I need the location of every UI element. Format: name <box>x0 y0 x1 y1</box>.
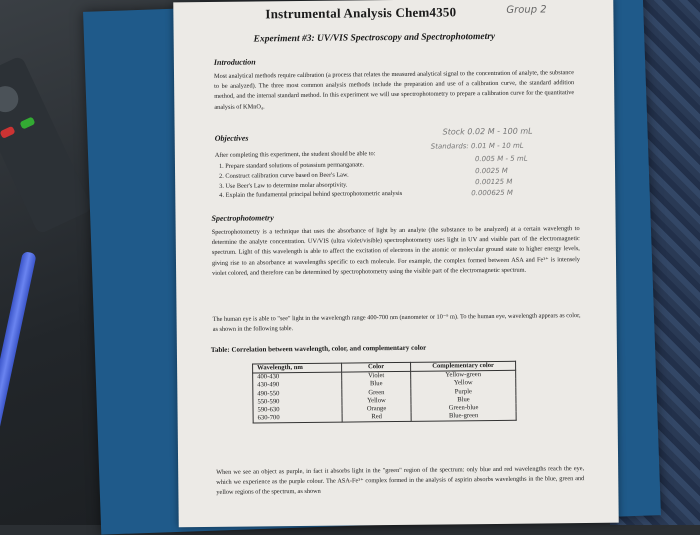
introduction-text: Most analytical methods require calibration (a process that relates the measured analytical signal to the concentration of analyte, the substance to be analyzed). The three most common analysis methods include the preparation and use of a calibration curve, the standard addition method, and the internal standard method. In this experiment we will use spectrophotometry to prepare a calibration curve for the quantitative analysis of KMnO₄. <box>214 69 575 111</box>
handwritten-note: 0.005 M - 5 mL <box>474 154 528 164</box>
table-cell: Violet <box>342 372 411 381</box>
table-cell: Red <box>342 413 411 422</box>
table-cell: Green-blue <box>411 404 516 413</box>
closing-paragraph: When we see an object as purple, in fact it absorbs light in the "green" region of the spectrum: only blue and red wavelengths reach the eye, which we experience as the purple colour. The ASA-Fe³⁺ complex formed in the analysis of aspirin absorbs wavelengths in the blue, green and yellow regions of the spectrum, as shown <box>216 465 585 497</box>
objectives-list <box>215 160 402 201</box>
table-cell: 430-490 <box>253 381 342 390</box>
handwritten-note: 0.000625 M <box>471 188 513 198</box>
table-cell: Blue <box>411 396 516 405</box>
column-header: Wavelength, nm <box>253 363 342 373</box>
column-header: Complementary color <box>411 361 516 371</box>
spectrophotometry-heading: Spectrophotometry <box>211 213 274 223</box>
handwritten-note: Standards: 0.01 M - 10 mL <box>430 141 524 151</box>
introduction-heading: Introduction <box>213 57 256 67</box>
objectives-heading: Objectives <box>214 133 249 143</box>
objectives-intro: After completing this experiment, the student should be able to: <box>214 150 376 159</box>
column-header: Color <box>342 362 411 372</box>
objective-item: 3. Use Beer's Law to determine molar absorptivity. <box>219 181 348 190</box>
table-cell: Yellow <box>411 379 516 388</box>
table-cell: 550-590 <box>253 397 342 406</box>
table-cell: 490-550 <box>253 389 342 398</box>
table-cell: Green <box>342 388 411 397</box>
color-correlation-table <box>252 361 517 424</box>
table-cell: 400-430 <box>253 372 342 382</box>
objective-item: 2. Construct calibration curve based on Beer's Law. <box>219 171 349 180</box>
table-cell: Purple <box>411 387 516 396</box>
handwritten-note: Stock 0.02 M - 100 mL <box>442 126 533 137</box>
handwritten-note: 0.00125 M <box>475 177 513 187</box>
table-row <box>253 412 516 423</box>
table-cell: Blue-green <box>411 412 516 422</box>
table-cell: Yellow-green <box>411 370 516 380</box>
handwritten-group-note: Group 2 <box>506 4 547 16</box>
spectrophotometry-paragraph-1: Spectrophotometry is a technique that uses the absorbance of light by an analyte (the substance to be analyzed) at a certain wavelength to determine the analyte concentration. UV/VIS (ultra violet/visible) spectrophotometry uses light in UV and visible part of the electromagnetic spectrum. Light of this wavelength is able to affect the excitation of electrons in the atomic or molecular ground state to higher energy levels, giving rise to an absorbance at wavelengths specific to each molecule. For example, the complex formed between ASA and Fe³⁺ is intensely violet colored, and therefore can be determined by spectrophotometry using the visible part of the electromagnetic spectrum. <box>211 225 581 277</box>
table-cell: Yellow <box>342 397 411 406</box>
lab-handout-page <box>173 0 618 527</box>
objective-item: 4. Explain the fundamental principal behind spectrophotometric analysis <box>219 190 403 200</box>
table-cell: 590-630 <box>253 406 342 415</box>
table-cell: Blue <box>342 380 411 389</box>
objective-item: 1. Prepare standard solutions of potassium permanganate. <box>218 161 365 170</box>
table-cell: 630-700 <box>253 414 342 424</box>
experiment-title: Experiment #3: UV/VIS Spectroscopy and Spectrophotometry <box>253 31 496 45</box>
document-title: Instrumental Analysis Chem4350 <box>265 4 457 22</box>
handwritten-note: 0.0025 M <box>475 166 508 176</box>
table-title: Table: Correlation between wavelength, color, and complementary color <box>210 343 427 354</box>
spectrophotometry-paragraph-2: The human eye is able to "see" light in the wavelength range 400-700 nm (nanometer or 10⁻⁹ m). To the human eye, wavelength appears as color, as shown in the following table. <box>212 312 581 334</box>
table-cell: Orange <box>342 405 411 414</box>
